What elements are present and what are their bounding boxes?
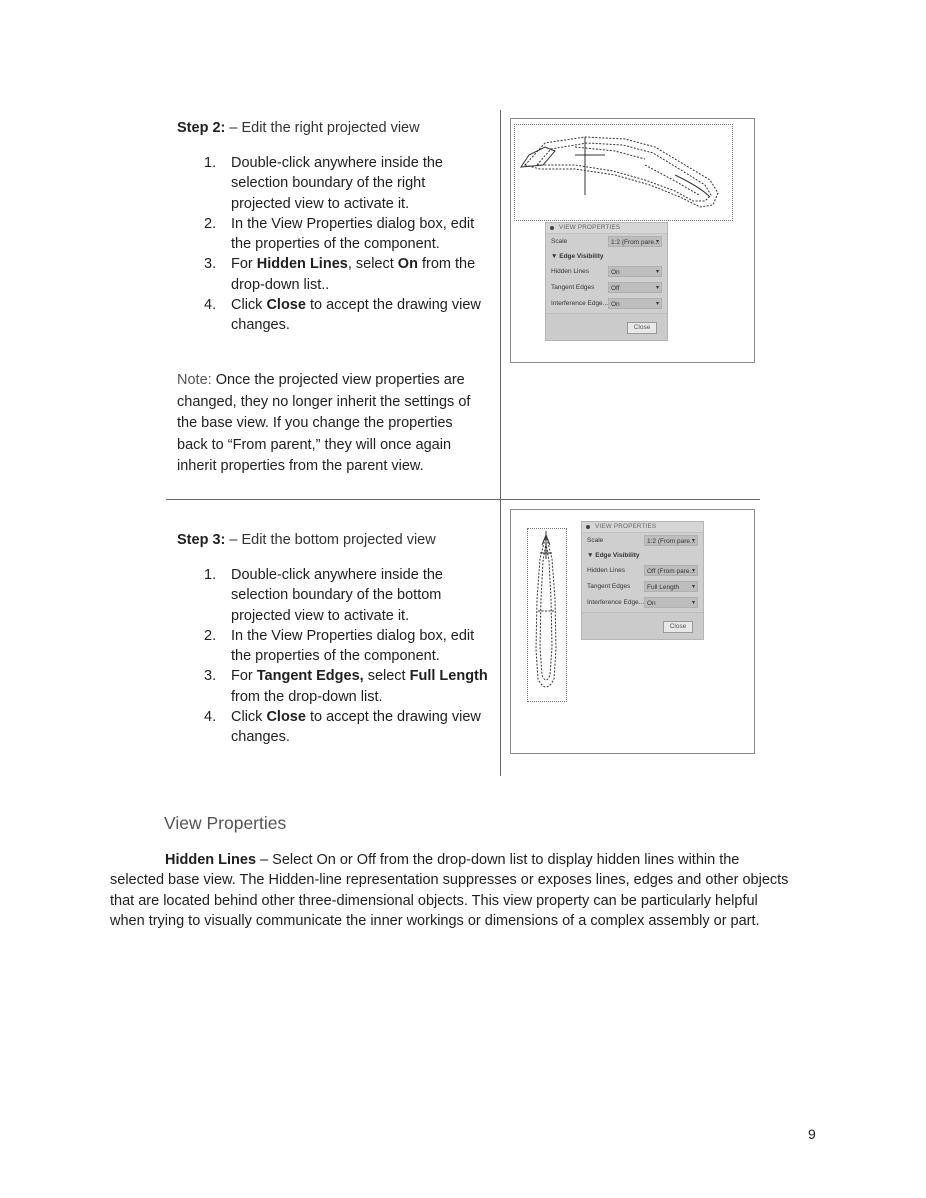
utility-knife-bottom-drawing [528,529,564,699]
hidden-lines-dropdown[interactable]: On ▾ [608,266,662,277]
tangent-edges-dropdown[interactable]: Full Length ▾ [644,581,698,592]
list-item: 3. For Tangent Edges, select Full Length from the drop-down list. [204,668,488,705]
interference-edges-row: Interference Edge... On ▾ [582,595,703,611]
step2-list [204,153,500,336]
close-button[interactable]: Close [627,322,657,334]
figure-right-projected-view [510,118,755,363]
interference-edges-dropdown[interactable]: On ▾ [644,597,698,608]
list-item: 4. Click Close to accept the drawing view changes. [204,297,481,334]
scale-dropdown[interactable]: 1:2 (From pare... ▾ [608,236,662,247]
list-item: 2. In the View Properties dialog box, edit the properties of the component. [204,627,475,665]
dialog-title: VIEW PROPERTIES [595,523,657,530]
table-divider-vertical [500,110,501,776]
tangent-edges-row: Tangent Edges Full Length ▾ [582,579,703,595]
view-properties-dialog [581,521,704,640]
list-item: 3. For Hidden Lines, select On from the drop-down list.. [204,256,476,293]
section-heading: View Properties [164,813,287,833]
step2-title: Step 2: – Edit the right projected view [177,120,420,136]
close-button[interactable]: Close [663,621,693,633]
hidden-lines-paragraph: Hidden Lines – Select On or Off from the drop-down list to display hidden lines within the selected base view. The Hidden-line representation suppresses or exposes lines, edges and other objects that are located behind other three-dimensional objects. This view property can be particularly helpful when trying to visually communicate the inner workings or dimensions of a complex assembly or part. [110,852,789,929]
table-divider-horizontal [166,499,760,500]
note-paragraph: Note: Once the projected view properties are changed, they no longer inherit the settings of the base view. If you change the properties back to “From parent,” they will once again inherit properties from the parent view. [177,372,471,474]
step3-title: Step 3: – Edit the bottom projected view [177,532,436,548]
interference-edges-dropdown[interactable]: On ▾ [608,298,662,309]
scale-row: Scale 1:2 (From pare... ▾ [546,234,667,250]
dialog-dot-icon [550,226,554,230]
view-properties-dialog [545,222,668,341]
dialog-title: VIEW PROPERTIES [559,224,621,231]
dialog-dot-icon [586,525,590,529]
page-number: 9 [808,1126,816,1142]
scale-dropdown[interactable]: 1:2 (From pare... ▾ [644,535,698,546]
list-item: 1. Double-click anywhere inside the selection boundary of the right projected view to activate it. [204,155,443,212]
tangent-edges-dropdown[interactable]: Off ▾ [608,282,662,293]
list-item: 2. In the View Properties dialog box, edit the properties of the component. [204,215,475,253]
interference-edges-row: Interference Edge... On ▾ [546,296,667,312]
hidden-lines-row: Hidden Lines Off (From pare... ▾ [582,563,703,579]
list-item: 1. Double-click anywhere inside the selection boundary of the bottom projected view to activate it. [204,567,443,624]
hidden-lines-row: Hidden Lines On ▾ [546,264,667,280]
figure-bottom-projected-view [510,509,755,754]
edge-visibility-section[interactable]: ▼ Edge Visibility [587,552,640,559]
edge-visibility-section[interactable]: ▼ Edge Visibility [551,253,604,260]
tangent-edges-row: Tangent Edges Off ▾ [546,280,667,296]
hidden-lines-dropdown[interactable]: Off (From pare... ▾ [644,565,698,576]
list-item: 4. Click Close to accept the drawing view changes. [204,709,481,746]
utility-knife-drawing [515,125,731,219]
step3-list [204,565,500,748]
scale-row: Scale 1:2 (From pare... ▾ [582,533,703,549]
